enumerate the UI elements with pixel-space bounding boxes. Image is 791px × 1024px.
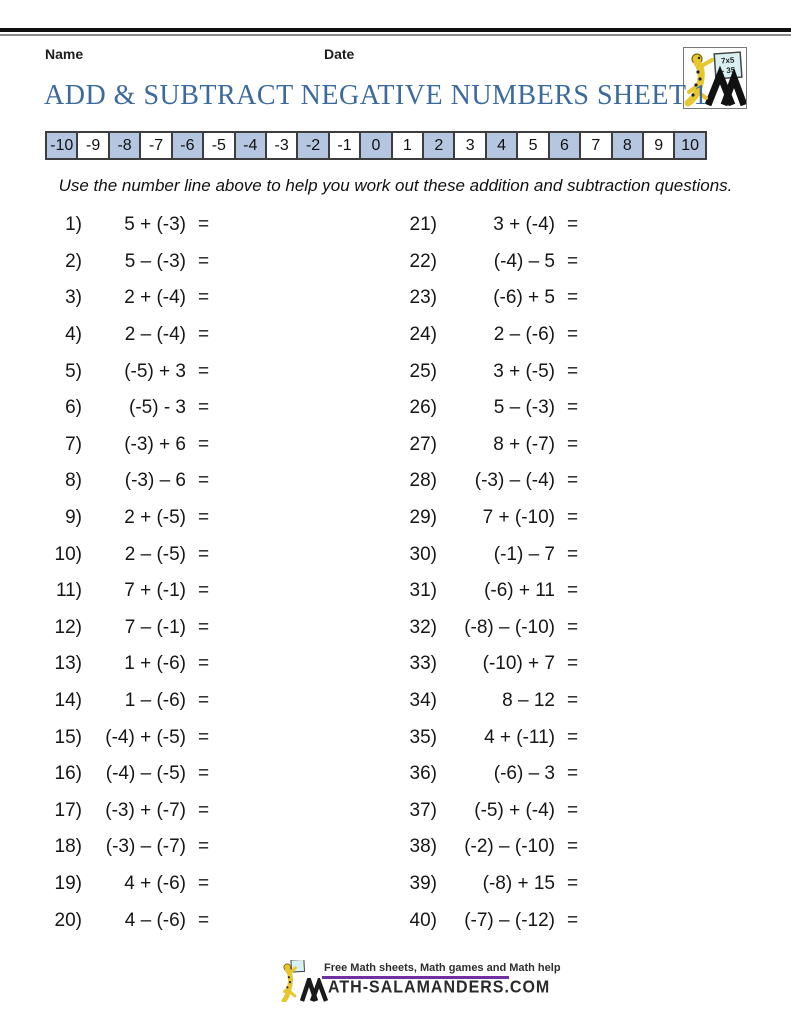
question-expression: (-2) – (-10) (464, 836, 555, 858)
question-row (40, 573, 222, 610)
question-number: 11) (55, 580, 82, 602)
equals-sign: = (198, 763, 210, 785)
question-expression: (-3) + 6 (124, 433, 186, 455)
question-row (395, 610, 591, 647)
question-expression: 7 + (-1) (124, 580, 186, 602)
equals-sign: = (198, 616, 210, 638)
question-number: 4) (65, 324, 82, 346)
question-number: 15) (54, 726, 82, 748)
question-row (395, 427, 591, 464)
equals-sign: = (198, 799, 210, 821)
equals-sign: = (567, 433, 579, 455)
question-row (40, 427, 222, 464)
instruction-text: Use the number line above to help you work out these addition and subtraction questions. (58, 176, 733, 195)
number-line-cell: -4 (234, 131, 267, 160)
footer-site-text: ATH-SALAMANDERS.COM (328, 978, 551, 998)
question-number: 19) (54, 872, 82, 894)
question-number: 8) (65, 470, 82, 492)
question-number: 17) (54, 799, 82, 821)
equals-sign: = (198, 250, 210, 272)
question-expression: (-4) – 5 (493, 250, 555, 272)
question-row (40, 280, 222, 317)
question-expression: (-1) – 7 (493, 543, 555, 565)
question-number: 13) (54, 653, 82, 675)
question-expression: 1 – (-6) (124, 690, 186, 712)
equals-sign: = (198, 543, 210, 565)
equals-sign: = (567, 836, 579, 858)
question-row (395, 573, 591, 610)
question-number: 26) (409, 397, 437, 419)
question-expression: 3 + (-4) (493, 214, 555, 236)
question-expression: 4 – (-6) (124, 909, 186, 931)
question-row (395, 317, 591, 354)
question-expression: 5 – (-3) (124, 250, 186, 272)
question-expression: 8 + (-7) (493, 433, 555, 455)
equals-sign: = (198, 653, 210, 675)
equals-sign: = (198, 580, 210, 602)
question-row (40, 866, 222, 903)
question-number: 9) (65, 507, 82, 529)
question-number: 40) (409, 909, 437, 931)
question-number: 27) (409, 433, 437, 455)
equals-sign: = (198, 324, 210, 346)
question-number: 24) (409, 324, 437, 346)
equals-sign: = (567, 909, 579, 931)
question-row (40, 317, 222, 354)
question-row (395, 793, 591, 830)
equals-sign: = (198, 433, 210, 455)
footer-logo (281, 956, 561, 1008)
questions-column-right (395, 207, 591, 939)
number-line-cell: -5 (202, 131, 235, 160)
equals-sign: = (198, 360, 210, 382)
question-number: 5) (65, 360, 82, 382)
equals-sign: = (567, 397, 579, 419)
question-row (395, 353, 591, 390)
equals-sign: = (567, 287, 579, 309)
question-row (395, 646, 591, 683)
question-row (395, 463, 591, 500)
question-number: 38) (409, 836, 437, 858)
questions-column-left (40, 207, 222, 939)
equals-sign: = (567, 250, 579, 272)
question-row (40, 902, 222, 939)
question-row (40, 829, 222, 866)
number-line-cell: 1 (391, 131, 424, 160)
number-line-cell: -8 (108, 131, 141, 160)
equals-sign: = (567, 470, 579, 492)
equals-sign: = (567, 616, 579, 638)
question-expression: 4 + (-6) (124, 872, 186, 894)
question-row (40, 610, 222, 647)
question-expression: 3 + (-5) (493, 360, 555, 382)
question-expression: (-6) + 11 (484, 580, 555, 602)
question-expression: (-6) + 5 (493, 287, 555, 309)
question-row (395, 280, 591, 317)
number-line-cell: 8 (611, 131, 644, 160)
question-row (40, 646, 222, 683)
question-expression: 1 + (-6) (124, 653, 186, 675)
name-label: Name (45, 46, 84, 62)
question-expression: (-10) + 7 (482, 653, 555, 675)
number-line-cell: 7 (579, 131, 612, 160)
question-expression: (-6) – 3 (493, 763, 555, 785)
question-expression: (-3) – (-4) (474, 470, 555, 492)
equals-sign: = (198, 214, 210, 236)
number-line-cell: -2 (296, 131, 329, 160)
question-expression: 2 – (-4) (124, 324, 186, 346)
number-line-cell: 5 (516, 131, 549, 160)
question-number: 25) (409, 360, 437, 382)
equals-sign: = (567, 690, 579, 712)
question-expression: 5 + (-3) (124, 214, 186, 236)
question-row (40, 353, 222, 390)
question-row (40, 390, 222, 427)
question-row (40, 756, 222, 793)
question-number: 12) (54, 616, 82, 638)
equals-sign: = (567, 726, 579, 748)
question-number: 3) (65, 287, 82, 309)
question-expression: 2 + (-4) (124, 287, 186, 309)
question-number: 39) (409, 872, 437, 894)
question-expression: 2 – (-6) (493, 324, 555, 346)
number-line-cell: -6 (171, 131, 204, 160)
question-expression: (-3) + (-7) (105, 799, 186, 821)
question-number: 37) (409, 799, 437, 821)
question-expression: 5 – (-3) (493, 397, 555, 419)
number-line-cell: -9 (76, 131, 109, 160)
question-expression: (-3) – 6 (124, 470, 186, 492)
question-row (40, 719, 222, 756)
question-row (395, 683, 591, 720)
question-number: 16) (54, 763, 82, 785)
question-expression: (-7) – (-12) (464, 909, 555, 931)
question-number: 2) (65, 250, 82, 272)
question-expression: 2 + (-5) (124, 507, 186, 529)
number-line-cell: -1 (328, 131, 361, 160)
equals-sign: = (567, 580, 579, 602)
question-number: 7) (65, 433, 82, 455)
question-expression: (-5) + 3 (124, 360, 186, 382)
question-number: 6) (65, 397, 82, 419)
question-row (40, 244, 222, 281)
question-number: 20) (54, 909, 82, 931)
question-expression: 4 + (-11) (484, 726, 555, 748)
equals-sign: = (198, 397, 210, 419)
question-expression: 2 – (-5) (124, 543, 186, 565)
m-icon (300, 978, 328, 1002)
question-number: 30) (409, 543, 437, 565)
equals-sign: = (567, 799, 579, 821)
question-row (40, 793, 222, 830)
question-number: 35) (409, 726, 437, 748)
equals-sign: = (198, 726, 210, 748)
equals-sign: = (198, 470, 210, 492)
question-number: 28) (409, 470, 437, 492)
question-expression: (-5) - 3 (129, 397, 186, 419)
footer-tagline: Free Math sheets, Math games and Math help (324, 962, 561, 974)
equals-sign: = (567, 872, 579, 894)
page-title: ADD & SUBTRACT NEGATIVE NUMBERS SHEET 1 (44, 80, 709, 111)
equals-sign: = (198, 872, 210, 894)
equals-sign: = (567, 763, 579, 785)
number-line-cell: 10 (673, 131, 706, 160)
question-number: 34) (409, 690, 437, 712)
number-line-cell: -7 (139, 131, 172, 160)
number-line-cell: 9 (642, 131, 675, 160)
number-line-cell: -10 (45, 131, 78, 160)
question-expression: (-3) – (-7) (105, 836, 186, 858)
question-number: 23) (409, 287, 437, 309)
question-row (40, 500, 222, 537)
top-divider-line (0, 28, 791, 32)
question-expression: 7 + (-10) (482, 507, 555, 529)
question-number: 29) (409, 507, 437, 529)
question-row (395, 902, 591, 939)
question-row (395, 756, 591, 793)
question-expression: (-4) + (-5) (105, 726, 186, 748)
question-number: 32) (409, 616, 437, 638)
question-expression: (-8) + 15 (482, 872, 555, 894)
question-row (395, 207, 591, 244)
question-expression: 8 – 12 (502, 690, 555, 712)
equals-sign: = (198, 909, 210, 931)
question-row (395, 866, 591, 903)
question-number: 10) (54, 543, 82, 565)
question-row (395, 390, 591, 427)
question-number: 36) (409, 763, 437, 785)
question-number: 21) (409, 214, 437, 236)
question-row (40, 536, 222, 573)
number-line-cell: -3 (265, 131, 298, 160)
equals-sign: = (567, 653, 579, 675)
question-row (395, 829, 591, 866)
question-expression: (-8) – (-10) (464, 616, 555, 638)
number-line-cell: 4 (485, 131, 518, 160)
question-row (395, 536, 591, 573)
date-label: Date (324, 46, 355, 62)
equals-sign: = (198, 836, 210, 858)
question-expression: 7 – (-1) (124, 616, 186, 638)
number-line-cell: 2 (422, 131, 455, 160)
question-number: 14) (54, 690, 82, 712)
number-line-cell: 3 (453, 131, 486, 160)
equals-sign: = (567, 324, 579, 346)
equals-sign: = (567, 543, 579, 565)
question-number: 33) (409, 653, 437, 675)
equals-sign: = (198, 690, 210, 712)
top-divider-shadow (0, 34, 791, 36)
equals-sign: = (567, 360, 579, 382)
question-number: 31) (409, 580, 437, 602)
question-number: 1) (65, 214, 82, 236)
question-row (40, 207, 222, 244)
question-row (40, 463, 222, 500)
number-line (45, 131, 707, 160)
equals-sign: = (198, 287, 210, 309)
question-row (395, 244, 591, 281)
question-expression: (-4) – (-5) (105, 763, 186, 785)
equals-sign: = (198, 507, 210, 529)
equals-sign: = (567, 214, 579, 236)
question-number: 22) (409, 250, 437, 272)
question-row (395, 500, 591, 537)
number-line-cell: 6 (548, 131, 581, 160)
question-row (395, 719, 591, 756)
question-expression: (-5) + (-4) (474, 799, 555, 821)
svg-text:- 35: - 35 (721, 65, 736, 76)
equals-sign: = (567, 507, 579, 529)
svg-text:7x5: 7x5 (720, 55, 735, 66)
question-row (40, 683, 222, 720)
number-line-cell: 0 (359, 131, 392, 160)
question-number: 18) (54, 836, 82, 858)
